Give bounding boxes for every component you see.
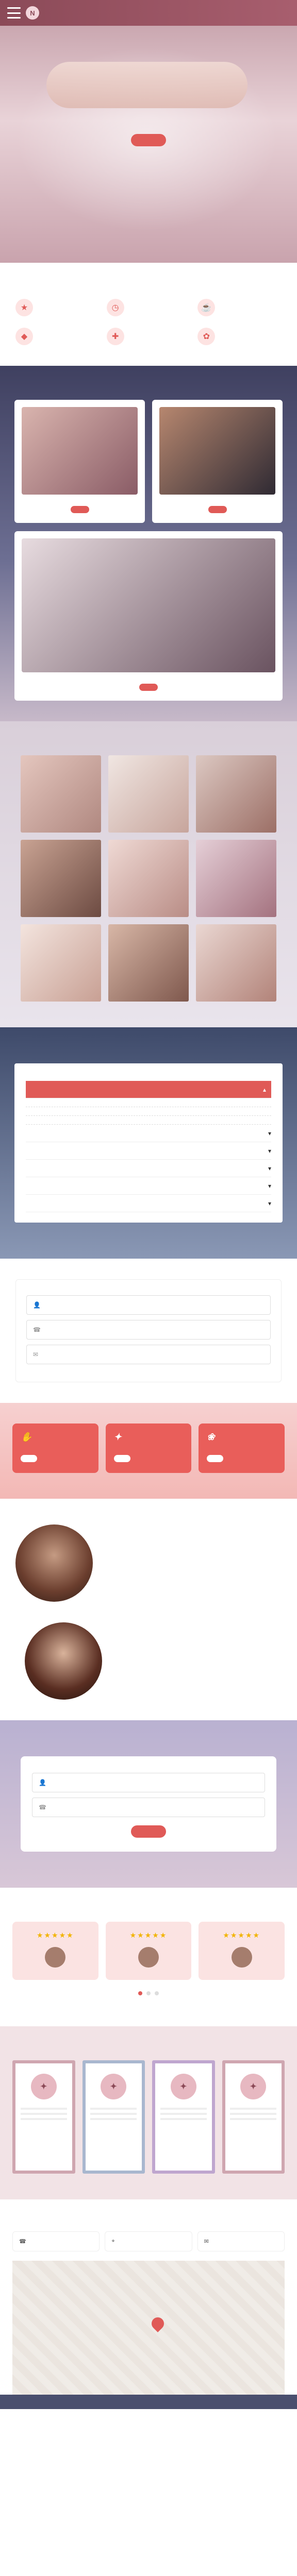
chevron-down-icon: ▾ <box>268 1182 271 1190</box>
menu-icon[interactable] <box>7 7 21 19</box>
mail-icon: ✉ <box>204 2239 209 2245</box>
consult-section <box>0 1259 297 1403</box>
phone-icon: ☎ <box>19 2239 26 2245</box>
price-category[interactable] <box>26 1177 271 1195</box>
consult-form <box>15 1279 282 1382</box>
location-icon: ⌖ <box>111 2238 115 2244</box>
advantage-item <box>107 328 191 345</box>
contact-email[interactable] <box>197 2231 285 2251</box>
review-card <box>199 1922 285 1980</box>
seal-icon: ✦ <box>101 2074 126 2099</box>
service-image <box>22 407 138 495</box>
seal-icon: ✦ <box>171 2074 196 2099</box>
price-category[interactable] <box>26 1160 271 1177</box>
review-card <box>106 1922 192 1980</box>
comfort-row <box>15 1622 282 1700</box>
hero <box>0 26 297 263</box>
contacts-row <box>12 2231 285 2251</box>
message-icon: ✉ <box>33 1351 39 1358</box>
price-line <box>26 1098 271 1107</box>
category-title <box>207 1432 276 1443</box>
service-book-button[interactable] <box>139 684 158 691</box>
star-icon: ★ <box>15 299 33 316</box>
phone-icon: ☎ <box>33 1326 41 1333</box>
category-button[interactable] <box>21 1455 37 1462</box>
review-card <box>12 1922 98 1980</box>
certificate[interactable] <box>222 2060 285 2174</box>
booking-form <box>21 1756 276 1852</box>
category-card <box>106 1423 192 1473</box>
work-photo[interactable] <box>196 924 276 1002</box>
service-book-button[interactable] <box>208 506 227 513</box>
footer <box>0 2395 297 2409</box>
map[interactable] <box>12 2261 285 2395</box>
reviews-pagination <box>12 1991 285 1995</box>
prices-section <box>0 1027 297 1259</box>
gift-icon: ✿ <box>197 328 215 345</box>
advantage-item <box>197 328 282 345</box>
hero-image <box>46 62 248 108</box>
phone-icon: ☎ <box>39 1804 46 1811</box>
map-pin-icon <box>149 2315 167 2332</box>
advantages-grid <box>15 299 282 345</box>
logo-icon: N <box>26 6 39 20</box>
price-line <box>26 1116 271 1125</box>
prices-card <box>14 1063 283 1223</box>
top-bar <box>0 0 297 26</box>
comfort-photo <box>25 1622 102 1700</box>
work-photo[interactable] <box>196 755 276 833</box>
chevron-down-icon: ▾ <box>268 1129 271 1137</box>
hero-cta-button[interactable] <box>131 134 166 146</box>
categories-row <box>12 1423 285 1473</box>
booking-phone-field[interactable] <box>32 1798 265 1817</box>
categories-section <box>0 1403 297 1499</box>
reviews-row <box>12 1922 285 1980</box>
foot-icon: ✦ <box>113 1432 122 1442</box>
shield-icon: ✚ <box>107 328 124 345</box>
pagination-dot[interactable] <box>138 1991 142 1995</box>
rating-stars-icon: ★★★★★ <box>223 1931 261 1939</box>
advantages-section <box>0 263 297 366</box>
rating-stars-icon: ★★★★★ <box>36 1931 74 1939</box>
reviewer-avatar <box>45 1947 65 1968</box>
seal-icon: ✦ <box>31 2074 57 2099</box>
work-photo[interactable] <box>21 840 101 917</box>
user-icon: 👤 <box>33 1301 41 1309</box>
seal-icon: ✦ <box>240 2074 266 2099</box>
booking-submit-button[interactable] <box>131 1825 166 1838</box>
hand-icon: ✋ <box>21 1432 32 1442</box>
clock-icon: ◷ <box>107 299 124 316</box>
advantage-item <box>197 299 282 316</box>
category-button[interactable] <box>114 1455 130 1462</box>
chevron-down-icon: ▾ <box>268 1164 271 1172</box>
service-card <box>14 400 145 523</box>
works-gallery <box>21 755 276 1002</box>
work-photo[interactable] <box>108 924 189 1002</box>
booking-name-field[interactable] <box>32 1773 265 1792</box>
certificates-section <box>0 2026 297 2199</box>
services-row <box>14 400 283 523</box>
reviews-section <box>0 1888 297 2026</box>
reviewer-avatar <box>138 1947 159 1968</box>
chevron-down-icon: ▾ <box>268 1199 271 1207</box>
master-photo <box>15 1524 93 1602</box>
certificates-row <box>12 2060 285 2174</box>
rating-stars-icon: ★★★★★ <box>129 1931 168 1939</box>
category-card <box>199 1423 285 1473</box>
pagination-dot[interactable] <box>146 1991 151 1995</box>
work-photo[interactable] <box>21 924 101 1002</box>
service-image <box>159 407 275 495</box>
cup-icon: ☕ <box>197 299 215 316</box>
masters-section <box>0 1499 297 1720</box>
service-image <box>22 538 275 672</box>
certificate[interactable] <box>152 2060 215 2174</box>
diamond-icon: ◆ <box>15 328 33 345</box>
work-photo[interactable] <box>196 840 276 917</box>
certificate[interactable] <box>82 2060 145 2174</box>
price-line <box>26 1107 271 1116</box>
price-category[interactable] <box>26 1195 271 1212</box>
category-card <box>12 1423 98 1473</box>
spa-icon: ❀ <box>207 1432 215 1442</box>
contact-phone[interactable] <box>12 2231 100 2251</box>
advantage-item <box>15 299 100 316</box>
certificate[interactable] <box>12 2060 75 2174</box>
category-button[interactable] <box>207 1455 223 1462</box>
price-category[interactable] <box>26 1142 271 1160</box>
reviewer-avatar <box>232 1947 252 1968</box>
price-category-open[interactable] <box>26 1081 271 1098</box>
price-category[interactable] <box>26 1125 271 1142</box>
category-title <box>21 1432 90 1443</box>
pagination-dot[interactable] <box>155 1991 159 1995</box>
service-card <box>14 531 283 701</box>
advantage-item <box>107 299 191 316</box>
user-icon: 👤 <box>39 1779 46 1786</box>
message-field[interactable] <box>26 1345 271 1364</box>
master-row <box>15 1524 282 1602</box>
work-photo[interactable] <box>21 755 101 833</box>
category-title <box>114 1432 184 1443</box>
advantage-item <box>15 328 100 345</box>
work-photo[interactable] <box>108 840 189 917</box>
works-section <box>0 721 297 1027</box>
booking-section <box>0 1720 297 1888</box>
phone-field[interactable] <box>26 1320 271 1340</box>
name-field[interactable] <box>26 1295 271 1315</box>
service-book-button[interactable] <box>71 506 89 513</box>
contact-address <box>105 2231 192 2251</box>
chevron-up-icon: ▴ <box>262 1086 266 1093</box>
contacts-section <box>0 2199 297 2395</box>
service-card <box>152 400 283 523</box>
chevron-down-icon: ▾ <box>268 1147 271 1155</box>
work-photo[interactable] <box>108 755 189 833</box>
services-section <box>0 366 297 721</box>
